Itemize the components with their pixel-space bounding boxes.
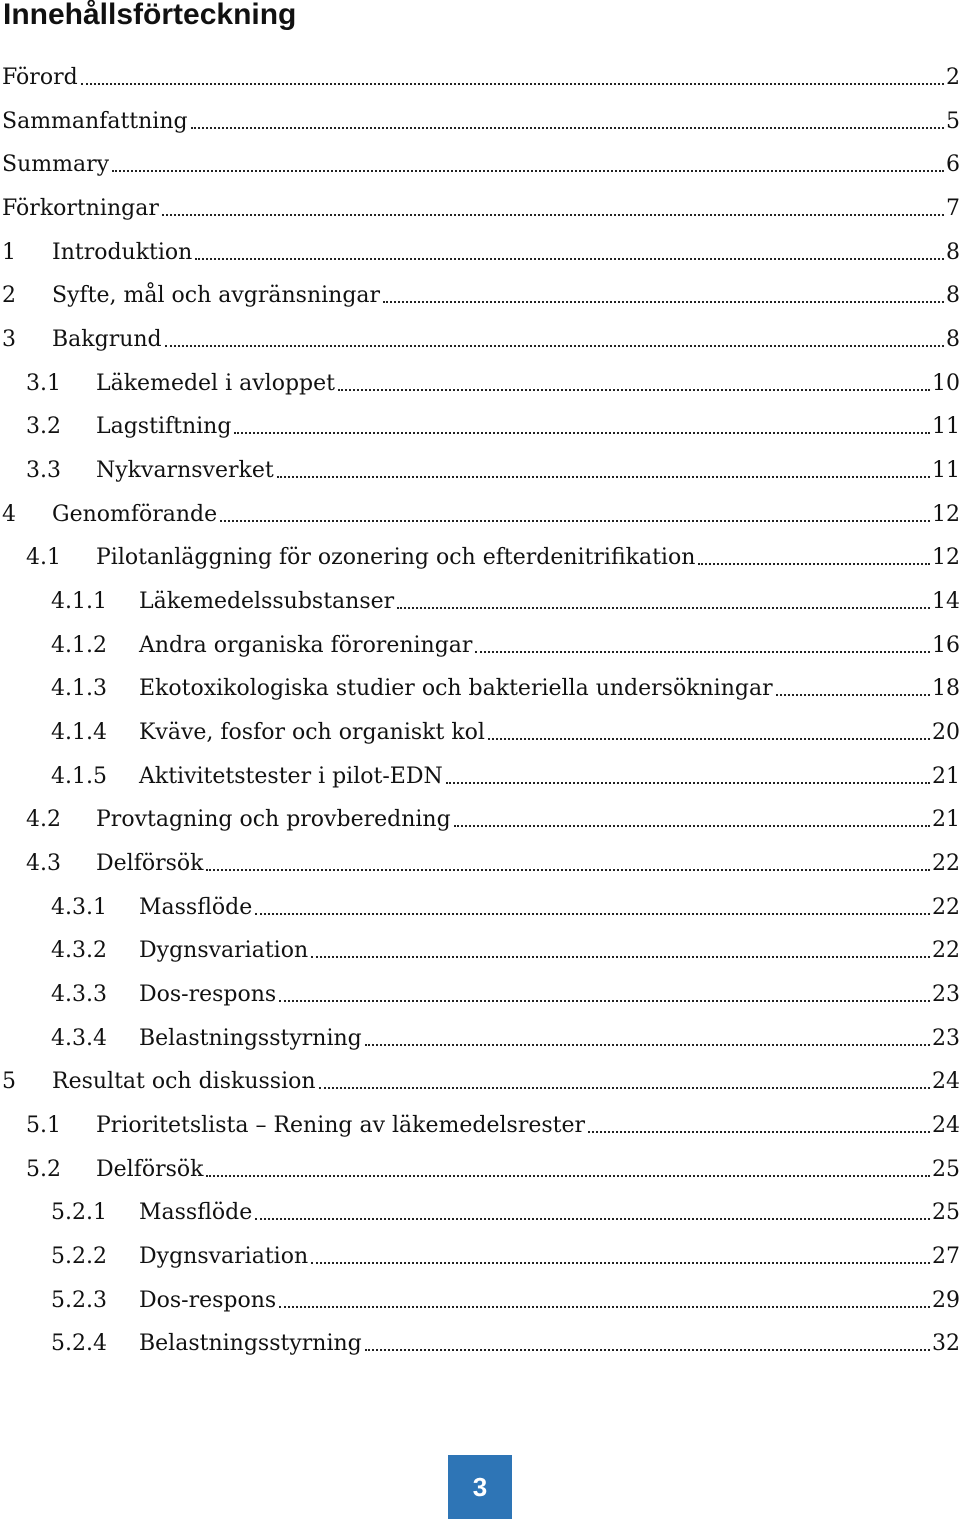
toc-entry-title: Delförsök: [96, 851, 204, 876]
toc-entry-page: 21: [932, 764, 960, 789]
toc-entry-number: 3: [2, 327, 16, 352]
dot-leader: [776, 692, 930, 696]
dot-leader: [277, 474, 930, 478]
toc-entry-number: 5.2: [26, 1157, 61, 1182]
dot-leader: [206, 1173, 930, 1177]
toc-entry-page: 24: [932, 1069, 960, 1094]
dot-leader: [383, 299, 944, 303]
dot-leader: [588, 1129, 930, 1133]
toc-entry[interactable]: [0, 281, 960, 311]
toc-entry-title: Dygnsvariation: [139, 1244, 309, 1269]
toc-entry-title: Provtagning och provberedning: [96, 807, 451, 832]
toc-entry-page: 14: [932, 589, 960, 614]
toc-entry-title: Förkortningar: [2, 196, 159, 221]
toc-entry-title: Läkemedelssubstanser: [139, 589, 395, 614]
dot-leader: [319, 1085, 930, 1089]
dot-leader: [195, 256, 944, 260]
toc-entry-title: Dos-respons: [139, 982, 277, 1007]
toc-entry-page: 23: [932, 1026, 960, 1051]
toc-entry-page: 12: [932, 545, 960, 570]
toc-entry[interactable]: [0, 674, 960, 704]
toc-entry-page: 25: [932, 1157, 960, 1182]
toc-entry-number: 5.2.1: [51, 1200, 107, 1225]
dot-leader: [488, 736, 930, 740]
page-number-badge: 3: [448, 1455, 512, 1519]
toc-entry-title: Pilotanläggning för ozonering och efterdenitrifikation: [96, 545, 696, 570]
dot-leader: [475, 649, 930, 653]
dot-leader: [698, 561, 930, 565]
toc-entry-number: 4: [2, 502, 16, 527]
toc-entry-page: 6: [946, 152, 960, 177]
toc-entry[interactable]: [0, 500, 960, 530]
toc-entry[interactable]: [0, 543, 960, 573]
toc-entry-number: 5: [2, 1069, 16, 1094]
toc-entry-page: 32: [932, 1331, 960, 1356]
toc-entry[interactable]: [0, 194, 960, 224]
toc-entry-title: Andra organiska föroreningar: [139, 633, 473, 658]
toc-entry-title: Dos-respons: [139, 1288, 277, 1313]
dot-leader: [311, 1260, 930, 1264]
toc-entry-page: 8: [946, 240, 960, 265]
page-title: Innehållsförteckning: [3, 0, 297, 31]
toc-entry-page: 29: [932, 1288, 960, 1313]
toc-entry[interactable]: [0, 805, 960, 835]
toc-entry[interactable]: [0, 849, 960, 879]
toc-entry-title: Introduktion: [52, 240, 193, 265]
toc-entry-title: Massflöde: [139, 1200, 253, 1225]
toc-entry[interactable]: [0, 1111, 960, 1141]
toc-entry[interactable]: [0, 150, 960, 180]
toc-entry-number: 4.1.2: [51, 633, 107, 658]
toc-entry[interactable]: [0, 1024, 960, 1054]
toc-entry[interactable]: [0, 893, 960, 923]
dot-leader: [112, 168, 944, 172]
toc-entry-number: 3.2: [26, 414, 61, 439]
toc-entry-page: 16: [932, 633, 960, 658]
dot-leader: [255, 911, 930, 915]
dot-leader: [191, 125, 944, 129]
toc-entry[interactable]: [0, 1067, 960, 1097]
toc-entry[interactable]: [0, 1242, 960, 1272]
toc-entry-number: 4.3.4: [51, 1026, 107, 1051]
toc-entry-number: 5.2.3: [51, 1288, 107, 1313]
toc-entry-page: 22: [932, 895, 960, 920]
toc-entry[interactable]: [0, 980, 960, 1010]
toc-entry-page: 18: [932, 676, 960, 701]
toc-entry[interactable]: [0, 369, 960, 399]
toc-entry-page: 11: [932, 414, 960, 439]
toc-entry-number: 5.2.4: [51, 1331, 107, 1356]
toc-entry-title: Belastningsstyrning: [139, 1026, 362, 1051]
toc-entry-title: Genomförande: [52, 502, 218, 527]
toc-entry-number: 4.3.3: [51, 982, 107, 1007]
toc-entry-title: Aktivitetstester i pilot-EDN: [139, 764, 443, 789]
toc-entry-title: Prioritetslista – Rening av läkemedelsrester: [96, 1113, 586, 1138]
dot-leader: [365, 1042, 930, 1046]
toc-entry-page: 12: [932, 502, 960, 527]
toc-entry[interactable]: [0, 456, 960, 486]
toc-entry[interactable]: [0, 1155, 960, 1185]
dot-leader: [446, 780, 930, 784]
toc-entry-number: 4.1: [26, 545, 61, 570]
toc-entry-title: Sammanfattning: [2, 109, 188, 134]
toc-entry-title: Ekotoxikologiska studier och bakteriella undersökningar: [139, 676, 773, 701]
toc-entry-number: 4.3: [26, 851, 61, 876]
toc-entry-page: 8: [946, 283, 960, 308]
toc-entry-title: Resultat och diskussion: [52, 1069, 316, 1094]
toc-entry[interactable]: [0, 631, 960, 661]
toc-entry[interactable]: [0, 63, 960, 93]
dot-leader: [206, 867, 930, 871]
toc-entry-number: 4.3.2: [51, 938, 107, 963]
toc-entry[interactable]: [0, 718, 960, 748]
dot-leader: [365, 1347, 930, 1351]
toc-entry-page: 27: [932, 1244, 960, 1269]
toc-entry-title: Läkemedel i avloppet: [96, 371, 335, 396]
toc-entry-title: Belastningsstyrning: [139, 1331, 362, 1356]
toc-entry-title: Nykvarnsverket: [96, 458, 274, 483]
toc-entry-page: 10: [932, 371, 960, 396]
dot-leader: [454, 823, 930, 827]
toc-entry-title: Bakgrund: [52, 327, 162, 352]
dot-leader: [255, 1216, 930, 1220]
toc-entry-number: 2: [2, 283, 16, 308]
toc-entry-title: Lagstiftning: [96, 414, 232, 439]
dot-leader: [234, 430, 930, 434]
toc-entry-title: Syfte, mål och avgränsningar: [52, 283, 381, 308]
toc-entry-title: Delförsök: [96, 1157, 204, 1182]
dot-leader: [338, 387, 930, 391]
dot-leader: [279, 1304, 930, 1308]
toc-entry-number: 4.1.3: [51, 676, 107, 701]
toc-entry[interactable]: [0, 325, 960, 355]
toc-entry-page: 21: [932, 807, 960, 832]
dot-leader: [220, 518, 930, 522]
dot-leader: [279, 998, 930, 1002]
toc-entry-number: 3.1: [26, 371, 61, 396]
toc-entry[interactable]: [0, 1286, 960, 1316]
toc-entry-title: Förord: [2, 65, 78, 90]
toc-entry-title: Dygnsvariation: [139, 938, 309, 963]
toc-entry-title: Kväve, fosfor och organiskt kol: [139, 720, 485, 745]
toc-entry-page: 24: [932, 1113, 960, 1138]
toc-entry-page: 11: [932, 458, 960, 483]
toc-entry[interactable]: [0, 107, 960, 137]
toc-entry-number: 3.3: [26, 458, 61, 483]
toc-entry-title: Summary: [2, 152, 110, 177]
toc-entry-page: 20: [932, 720, 960, 745]
toc-entry-number: 1: [2, 240, 16, 265]
toc-entry-page: 2: [946, 65, 960, 90]
toc-entry[interactable]: [0, 587, 960, 617]
toc-entry-page: 22: [932, 938, 960, 963]
dot-leader: [311, 954, 930, 958]
toc-entry[interactable]: [0, 1329, 960, 1359]
toc-entry[interactable]: [0, 936, 960, 966]
toc-entry-page: 25: [932, 1200, 960, 1225]
toc-entry-number: 4.2: [26, 807, 61, 832]
dot-leader: [81, 81, 944, 85]
toc-entry-number: 4.1.4: [51, 720, 107, 745]
toc-entry[interactable]: [0, 238, 960, 268]
toc-entry-page: 8: [946, 327, 960, 352]
toc-entry-page: 22: [932, 851, 960, 876]
toc-entry-page: 5: [946, 109, 960, 134]
toc-entry-page: 23: [932, 982, 960, 1007]
toc-entry-number: 4.1.5: [51, 764, 107, 789]
dot-leader: [162, 212, 944, 216]
toc-entry-page: 7: [946, 196, 960, 221]
dot-leader: [397, 605, 930, 609]
toc-entry[interactable]: [0, 762, 960, 792]
toc-entry-title: Massflöde: [139, 895, 253, 920]
toc-entry[interactable]: [0, 412, 960, 442]
toc-entry[interactable]: [0, 1198, 960, 1228]
toc-entry-number: 4.1.1: [51, 589, 107, 614]
toc-entry-number: 5.2.2: [51, 1244, 107, 1269]
dot-leader: [165, 343, 944, 347]
toc-entry-number: 5.1: [26, 1113, 61, 1138]
toc-entry-number: 4.3.1: [51, 895, 107, 920]
